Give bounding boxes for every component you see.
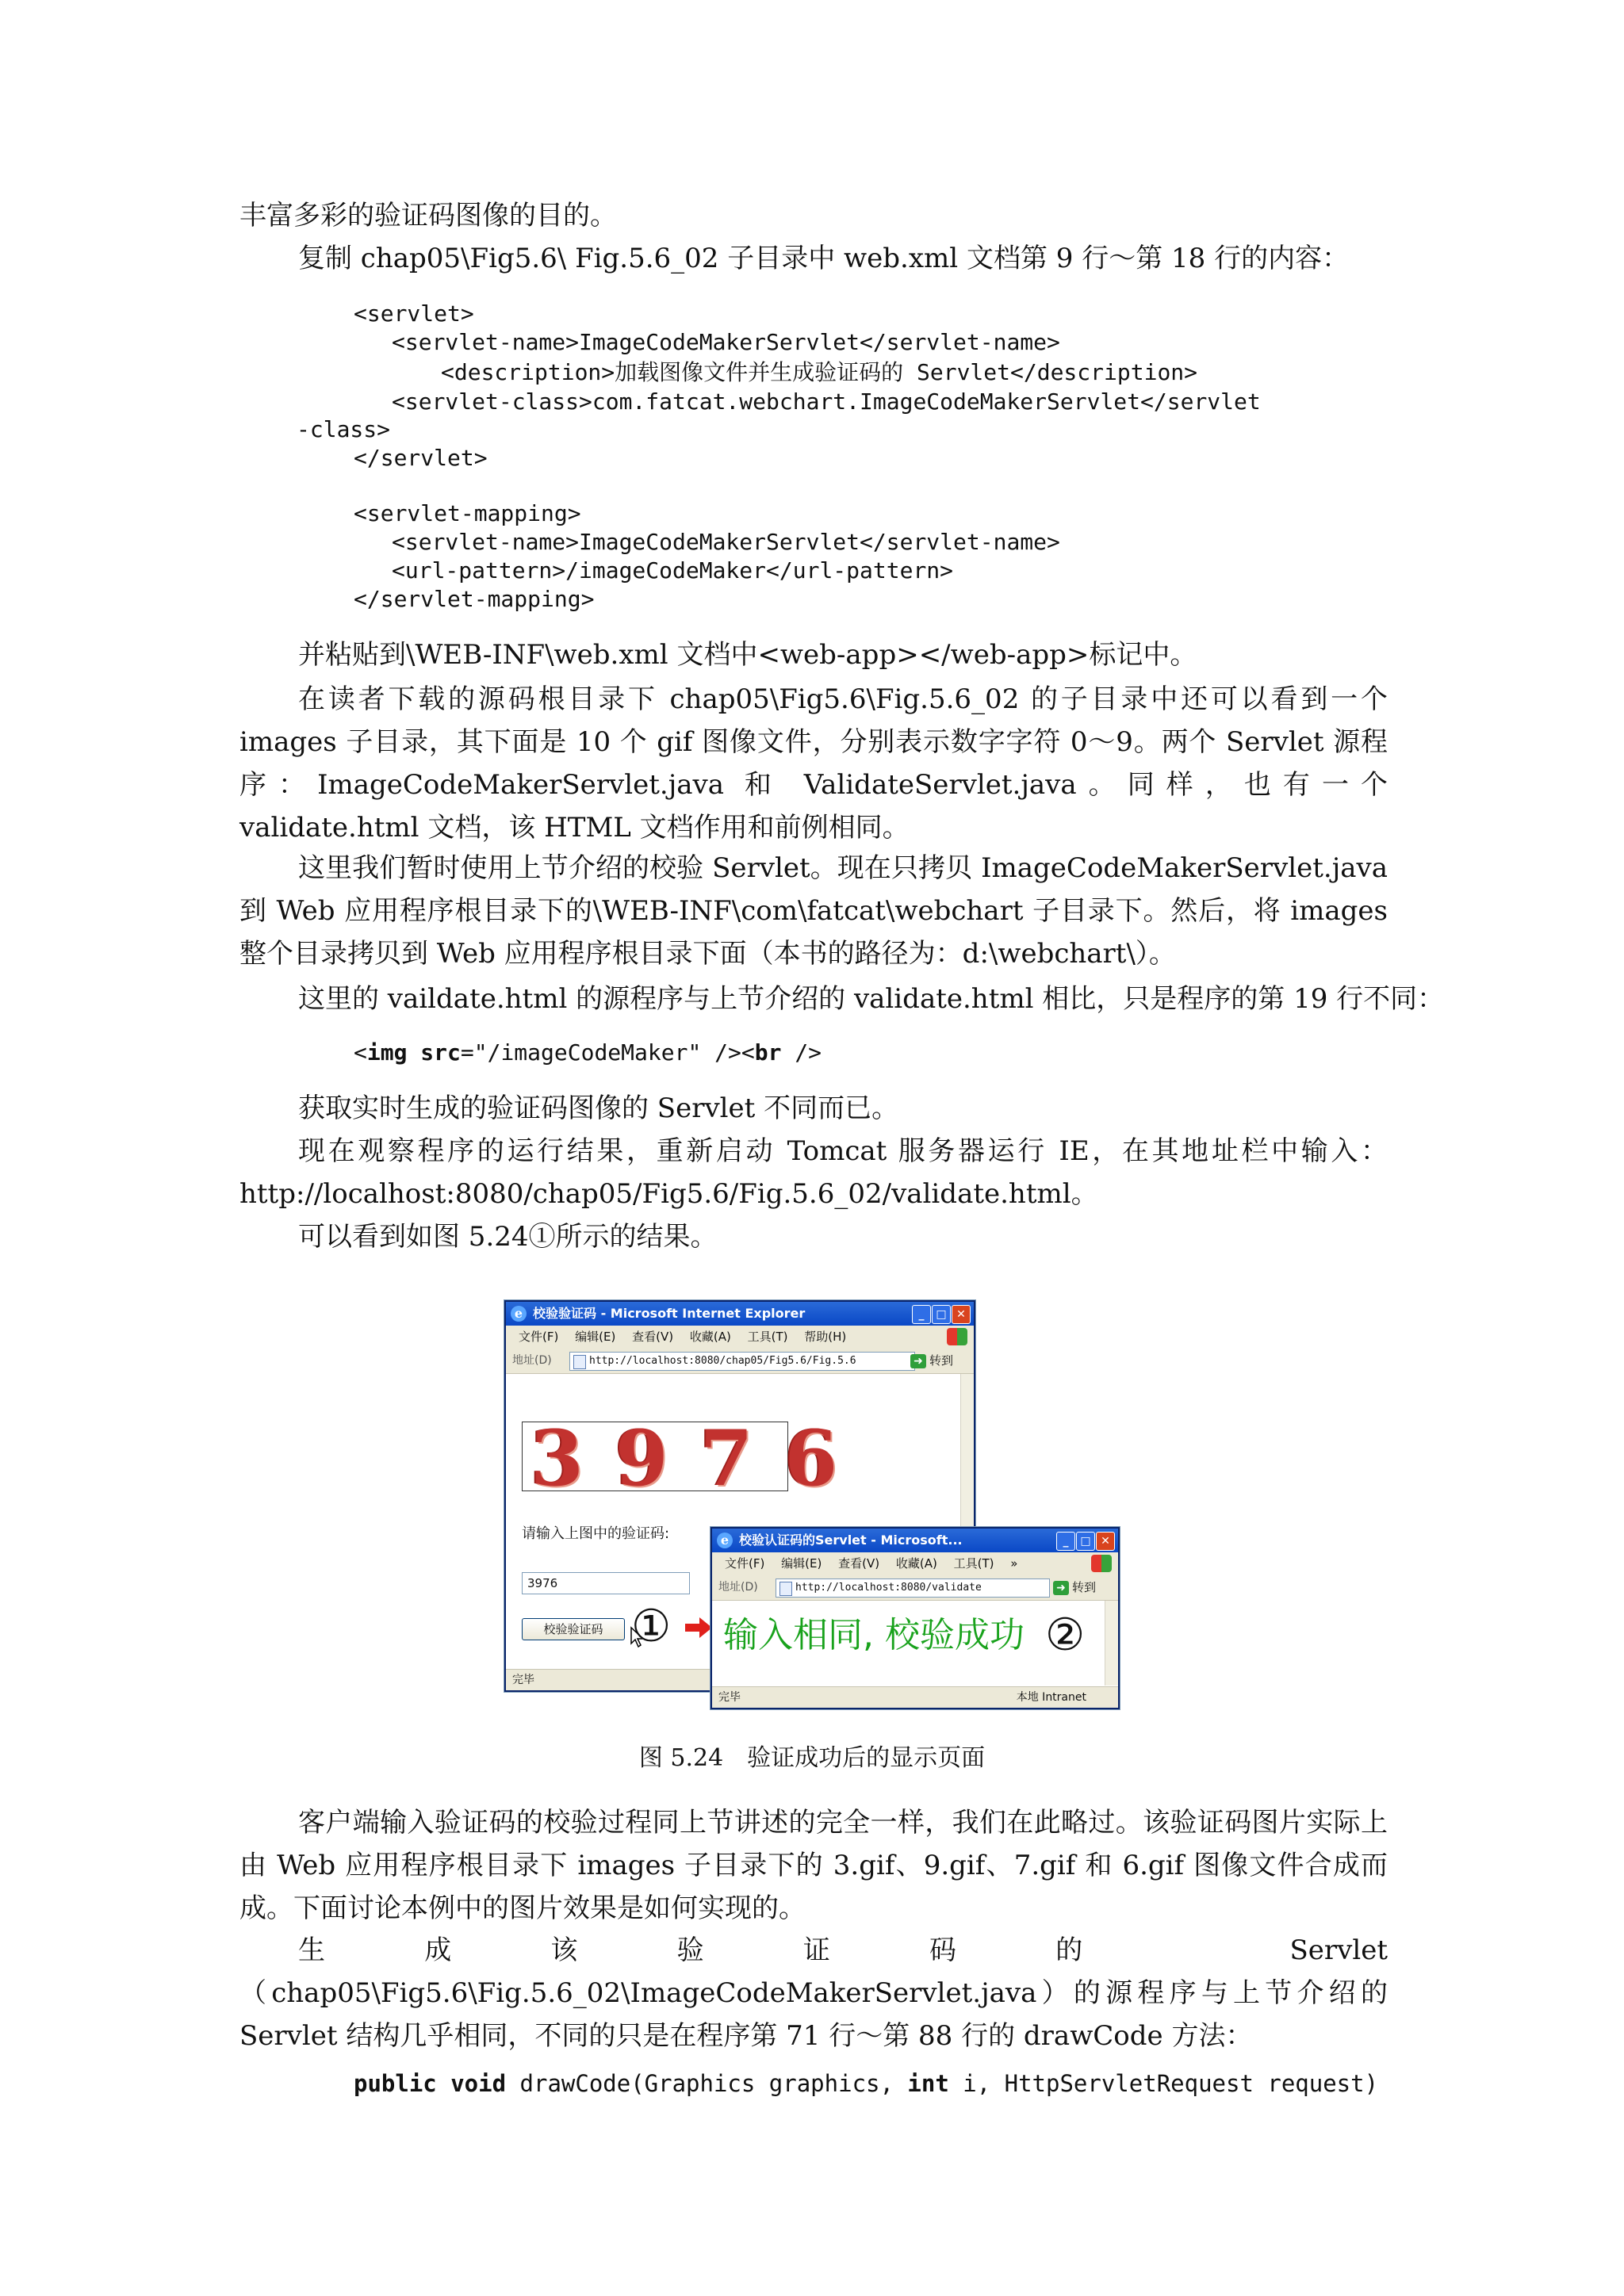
menu-bar	[712, 1552, 1118, 1575]
figure-caption: 图 5.24 验证成功后的显示页面	[638, 1744, 986, 1772]
code-img-tag: <img src="/imageCodeMaker" /><br />	[354, 1039, 822, 1066]
code-draw-method: public void drawCode(Graphics graphics, int i, HttpServletRequest request)	[354, 2070, 1379, 2097]
paragraph-10: 客户端输入验证码的校验过程同上节讲述的完全一样，我们在此略过。该验证码图片实际上由 Web 应用程序根目录下 images 子目录下的 3.gif、9.gif、7.gif 和 6.gif 图像文件合成而成。下面讨论本例中的图片效果是如何实现的。	[239, 1807, 1388, 1924]
menu-help[interactable]: 帮助(H)	[804, 1330, 847, 1344]
captcha-image: 3976	[522, 1422, 788, 1491]
close-icon[interactable]: ✕	[1096, 1532, 1115, 1551]
minimize-icon[interactable]: _	[912, 1305, 931, 1324]
go-button[interactable]: ➜ 转到	[910, 1351, 953, 1370]
ie-window-result	[710, 1527, 1120, 1709]
page-content	[712, 1601, 1118, 1686]
go-arrow-icon: ➜	[910, 1354, 926, 1368]
address-input[interactable]: http://localhost:8080/validate	[776, 1578, 1050, 1598]
paragraph-2: 复制 chap05\Fig5.6\ Fig.5.6_02 子目录中 web.xml 文档第 9 行～第 18 行的内容：	[298, 243, 1350, 274]
red-arrow-icon	[685, 1617, 712, 1638]
windows-flag-icon	[947, 1328, 967, 1345]
code-line: <servlet>	[354, 300, 474, 327]
page-icon	[779, 1582, 792, 1596]
marker-2: ②	[1045, 1609, 1086, 1661]
menu-favorites[interactable]: 收藏(A)	[895, 1556, 937, 1571]
zone-text: 本地 Intranet	[1016, 1691, 1086, 1704]
scrollbar[interactable]	[1105, 1601, 1118, 1686]
address-bar	[712, 1575, 1118, 1601]
menu-view[interactable]: 查看(V)	[632, 1330, 674, 1344]
window-title: 校验验证码 - Microsoft Internet Explorer	[533, 1306, 806, 1321]
paragraph-1: 丰富多彩的验证码图像的目的。	[239, 200, 617, 232]
paragraph-8: 现在观察程序的运行结果，重新启动 Tomcat 服务器运行 IE，在其地址栏中输入：http://localhost:8080/chap05/Fig5.6/Fig.5.6_02/validate.html。	[239, 1135, 1388, 1210]
status-text: 完毕	[512, 1674, 534, 1686]
page-icon	[573, 1355, 586, 1369]
maximize-icon[interactable]: □	[932, 1305, 951, 1324]
paragraph-5: 这里我们暂时使用上节介绍的校验 Servlet。现在只拷贝 ImageCodeMakerServlet.java 到 Web 应用程序根目录下的\WEB-INF\com\fatcat\webchart 子目录下。然后，将 images 整个目录拷贝到 Web 应用程序根目录下面（本书的路径为：d:\webchart\）。	[239, 852, 1388, 970]
minimize-icon[interactable]: _	[1056, 1532, 1075, 1551]
code-line: </servlet>	[354, 445, 488, 471]
success-message: 输入相同, 校验成功	[723, 1615, 1025, 1655]
code-line: </servlet-mapping>	[354, 586, 595, 612]
status-bar	[712, 1686, 1118, 1708]
window-title: 校验认证码的Servlet - Microsoft...	[739, 1533, 963, 1548]
menu-edit[interactable]: 编辑(E)	[575, 1330, 616, 1344]
captcha-prompt: 请输入上图中的验证码:	[522, 1525, 670, 1542]
code-line: -class>	[297, 416, 391, 442]
window-titlebar	[712, 1529, 1118, 1552]
menu-tools[interactable]: 工具(T)	[747, 1330, 788, 1344]
windows-flag-icon	[1091, 1555, 1112, 1572]
menu-more[interactable]: »	[1010, 1556, 1018, 1571]
marker-1: ①	[631, 1601, 672, 1652]
verify-button[interactable]: 校验验证码	[522, 1618, 625, 1640]
address-label: 地址(D)	[512, 1354, 552, 1367]
status-text: 完毕	[718, 1691, 741, 1704]
paragraph-11: 生成该验证码的 Servlet（chap05\Fig5.6\Fig.5.6_02\ImageCodeMakerServlet.java）的源程序与上节介绍的 Servlet 结构几乎相同，不同的只是在程序第 71 行～第 88 行的 drawCode 方法：	[239, 1934, 1388, 2052]
close-icon[interactable]: ✕	[952, 1305, 971, 1324]
code-line: <description>加载图像文件并生成验证码的 Servlet</description>	[441, 359, 1198, 385]
ie-icon: e	[511, 1306, 527, 1322]
maximize-icon[interactable]: □	[1076, 1532, 1095, 1551]
code-line: <servlet-name>ImageCodeMakerServlet</servlet-name>	[392, 329, 1060, 355]
go-button[interactable]: ➜ 转到	[1053, 1578, 1096, 1597]
figure-5-24	[504, 1300, 1123, 1712]
captcha-input[interactable]: 3976	[522, 1572, 690, 1594]
menu-file[interactable]: 文件(F)	[519, 1330, 559, 1344]
menu-view[interactable]: 查看(V)	[838, 1556, 880, 1571]
menu-favorites[interactable]: 收藏(A)	[689, 1330, 731, 1344]
go-arrow-icon: ➜	[1053, 1581, 1069, 1595]
menu-bar	[506, 1326, 974, 1349]
address-bar	[506, 1348, 974, 1374]
address-label: 地址(D)	[718, 1581, 758, 1594]
ie-icon: e	[717, 1533, 733, 1548]
menu-edit[interactable]: 编辑(E)	[781, 1556, 822, 1571]
window-titlebar	[506, 1302, 974, 1326]
code-line: <servlet-mapping>	[354, 500, 581, 526]
paragraph-4: 在读者下载的源码根目录下 chap05\Fig5.6\Fig.5.6_02 的子目录中还可以看到一个 images 子目录，其下面是 10 个 gif 图像文件，分别表示数字字符 0～9。两个 Servlet 源程序：ImageCodeMakerServlet.java 和 ValidateServlet.java。同样，也有一个 validate.html 文档，该 HTML 文档作用和前例相同。	[239, 683, 1388, 844]
code-line: <url-pattern>/imageCodeMaker</url-pattern>	[392, 557, 954, 584]
paragraph-3: 并粘贴到\WEB-INF\web.xml 文档中<web-app></web-app>标记中。	[298, 639, 1197, 671]
menu-tools[interactable]: 工具(T)	[953, 1556, 994, 1571]
address-input[interactable]: http://localhost:8080/chap05/Fig5.6/Fig.5.6	[569, 1352, 915, 1371]
paragraph-9: 可以看到如图 5.24①所示的结果。	[298, 1221, 718, 1253]
menu-file[interactable]: 文件(F)	[725, 1556, 765, 1571]
paragraph-7: 获取实时生成的验证码图像的 Servlet 不同而已。	[298, 1093, 899, 1124]
code-line: <servlet-name>ImageCodeMakerServlet</servlet-name>	[392, 529, 1060, 555]
code-line: <servlet-class>com.fatcat.webchart.ImageCodeMakerServlet</servlet	[392, 388, 1261, 415]
paragraph-6: 这里的 vaildate.html 的源程序与上节介绍的 validate.html 相比，只是程序的第 19 行不同：	[298, 983, 1445, 1015]
